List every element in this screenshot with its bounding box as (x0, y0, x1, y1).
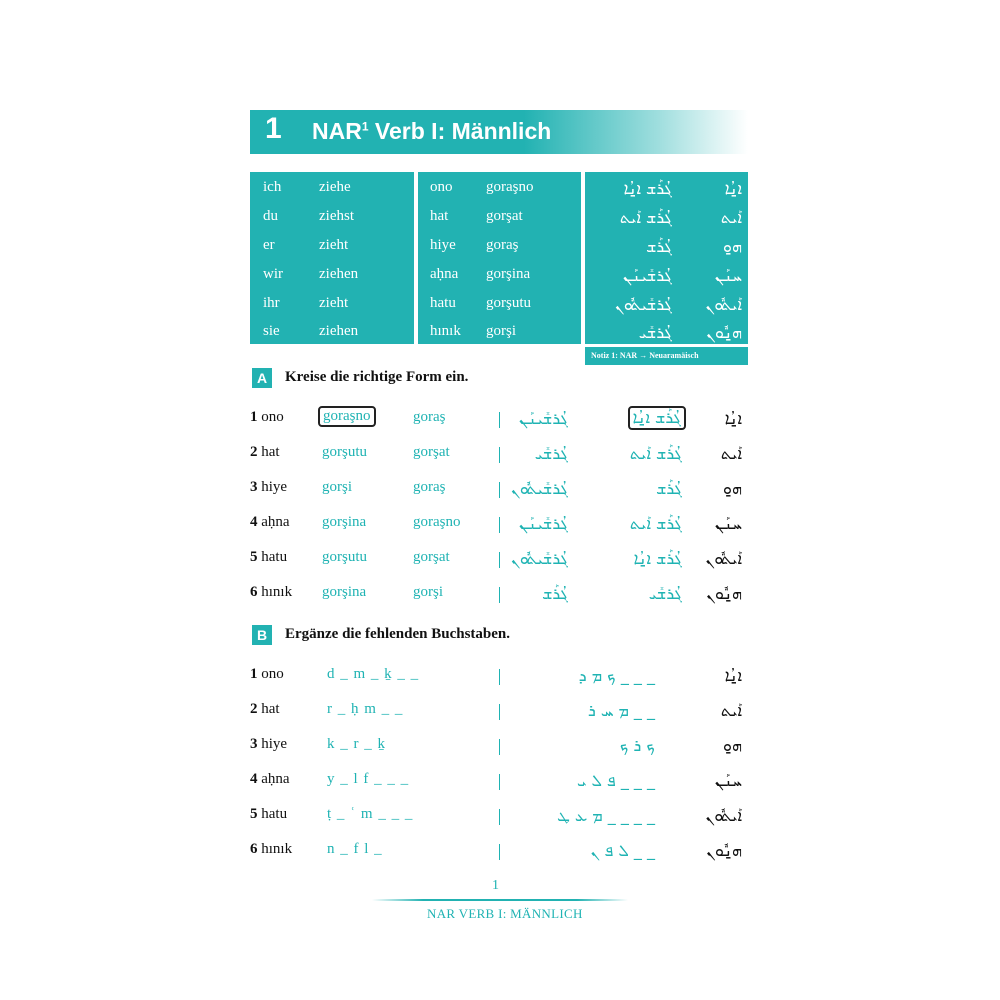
syriac-pronoun: ܗ̱ܢܽܘܢ (706, 841, 742, 860)
option-latin-2[interactable]: goraş (413, 409, 446, 425)
syriac-verb: ܓܳܪܫܺܝܢܰܢ (623, 266, 672, 285)
option-syriac-1[interactable]: ܓܳܪܫܺܝ (534, 444, 568, 463)
nar-pronoun: hatu (430, 295, 456, 311)
option-syriac-1[interactable]: ܓܳܪܫܺܝܬܽܘܢ (511, 549, 568, 568)
nar-pronoun: hiye (430, 237, 456, 253)
fill-in-syriac[interactable]: _ _ _ ܟ ܡ ܕ (578, 666, 655, 685)
german-verb: ziehe (319, 179, 351, 195)
nar-verb: goraş (486, 237, 519, 253)
exercise-row-label (250, 514, 290, 531)
fill-in-syriac[interactable]: _ _ ܡ ܚ ܪ (587, 701, 655, 720)
row-pronoun: ono (261, 409, 284, 425)
option-latin-2[interactable]: gorşat (413, 549, 450, 565)
fill-in-latin[interactable]: ṭ _ ʿ m _ _ _ (327, 806, 414, 822)
row-number: 1 (250, 409, 258, 425)
syriac-verb: ܓܳܪܫܺܝ (638, 323, 672, 342)
fill-in-latin[interactable]: k _ r _ ḵ (327, 736, 386, 752)
syriac-pronoun: ܐܰܝܬܽܘܢ (705, 549, 742, 568)
syriac-pronoun: ܗ̱ܘ (723, 736, 742, 755)
divider (499, 552, 500, 568)
syriac-pronoun: ܚܢܰܢ (715, 771, 742, 790)
option-syriac-1[interactable]: ܓܳܪܫܺܝܬܽܘܢ (511, 479, 568, 498)
option-syriac-1[interactable]: ܓܳܪܰܫ (542, 584, 568, 603)
exercise-row-label (250, 701, 280, 718)
divider (499, 517, 500, 533)
exercise-row-label (250, 584, 292, 601)
syriac-pronoun: ܚܢܰܢ (715, 266, 742, 285)
exercise-row-label (250, 736, 287, 753)
row-number: 6 (250, 841, 258, 857)
exercise-row-label (250, 479, 287, 496)
chapter-number: 1 (265, 112, 282, 145)
syriac-pronoun: ܐ̱ܢܳܐ (724, 666, 742, 685)
row-number: 4 (250, 771, 258, 787)
row-number: 3 (250, 479, 258, 495)
syriac-verb: ܓܳܪܫܺܝܬܽܘܢ (615, 295, 672, 314)
option-latin-1[interactable]: gorşutu (322, 444, 367, 460)
nar-pronoun: aḥna (430, 266, 459, 282)
option-syriac-2[interactable]: ܓܳܪܰܫ ܐܰܝܬ (629, 444, 682, 463)
divider (499, 587, 500, 603)
nar-pronoun: hat (430, 208, 449, 224)
fill-in-latin[interactable]: r _ ḥ m _ _ (327, 701, 404, 717)
option-syriac-2[interactable]: ܓܳܪܰܫ ܐ̱ܢܳܐ (633, 549, 682, 568)
option-syriac-2[interactable]: ܓܳܪܫܺܝ (648, 584, 682, 603)
section-a-badge: A (252, 368, 272, 388)
syriac-verb: ܓܳܪܰܫ (646, 237, 672, 256)
syriac-pronoun: ܐܰܝܬܽܘܢ (705, 295, 742, 314)
syriac-pronoun: ܗ̱ܢܽܘܢ (706, 584, 742, 603)
nar-verb: gorşina (486, 266, 531, 282)
german-verb: ziehst (319, 208, 354, 224)
section-b-badge: B (252, 625, 272, 645)
fill-in-syriac[interactable]: ܟ ܪ ܟ (619, 736, 655, 755)
syriac-pronoun: ܚܢܰܢ (715, 514, 742, 533)
nar-verb: gorşi (486, 323, 516, 339)
german-pronoun: er (263, 237, 275, 253)
syriac-verb: ܓܳܪܰܫ ܐܰܝܬ (619, 208, 672, 227)
german-pronoun: wir (263, 266, 283, 282)
nar-verb: gorşat (486, 208, 523, 224)
syriac-pronoun: ܐܰܝܬ (720, 701, 742, 720)
row-number: 5 (250, 806, 258, 822)
german-pronoun: ihr (263, 295, 280, 311)
german-pronoun: du (263, 208, 278, 224)
divider (499, 844, 500, 860)
divider (499, 669, 500, 685)
option-latin-2[interactable]: goraş (413, 479, 446, 495)
option-latin-2[interactable]: gorşi (413, 584, 443, 600)
syriac-pronoun: ܐܰܝܬ (720, 208, 742, 227)
row-number: 1 (250, 666, 258, 682)
divider (499, 739, 500, 755)
fill-in-latin[interactable]: d _ m _ ḵ _ _ (327, 666, 420, 682)
option-latin-1[interactable]: gorşi (322, 479, 352, 495)
exercise-row-label (250, 666, 284, 683)
exercise-row-label (250, 549, 287, 566)
row-number: 6 (250, 584, 258, 600)
german-verb: zieht (319, 237, 349, 253)
option-latin-1[interactable]: gorşina (322, 514, 367, 530)
german-verb: zieht (319, 295, 349, 311)
fill-in-syriac[interactable]: _ _ _ ܦ ܠ ܝ (577, 771, 655, 790)
row-pronoun: hat (261, 701, 280, 717)
row-number: 5 (250, 549, 258, 565)
syriac-verb: ܓܳܪܰܫ ܐ̱ܢܳܐ (623, 179, 672, 198)
german-table (250, 172, 414, 344)
footer-divider (372, 899, 628, 901)
exercise-row-label (250, 841, 292, 858)
exercise-row-label (250, 771, 290, 788)
row-pronoun: aḥna (261, 771, 290, 787)
option-syriac-1[interactable]: ܓܳܪܫܺܝܢܰܢ (519, 409, 568, 428)
divider (499, 447, 500, 463)
section-a-title: Kreise die richtige Form ein. (285, 369, 469, 385)
german-pronoun: sie (263, 323, 280, 339)
option-syriac-2[interactable]: ܓܳܪܰܫ ܐܰܝܬ (629, 514, 682, 533)
row-number: 2 (250, 701, 258, 717)
fill-in-syriac[interactable]: _ _ _ _ ܡ ܥ ܛ (557, 806, 655, 825)
footer-title: NAR VERB I: MÄNNLICH (427, 906, 583, 921)
divider (499, 809, 500, 825)
divider (499, 482, 500, 498)
option-syriac-1[interactable]: ܓܳܪܫܺܝܢܰܢ (519, 514, 568, 533)
nar-verb: gorşutu (486, 295, 531, 311)
syriac-pronoun: ܐ̱ܢܳܐ (724, 409, 742, 428)
section-b-title: Ergänze die fehlenden Buchstaben. (285, 626, 511, 642)
syriac-pronoun: ܐ̱ܢܳܐ (724, 179, 742, 198)
row-pronoun: aḥna (261, 514, 290, 530)
syriac-pronoun: ܗ̱ܘ (723, 479, 742, 498)
nar-table (418, 172, 581, 344)
row-pronoun: hatu (261, 806, 288, 822)
row-pronoun: hat (261, 444, 280, 460)
german-pronoun: ich (263, 179, 282, 195)
divider (499, 774, 500, 790)
exercise-row-label (250, 409, 284, 426)
nar-verb: goraşno (486, 179, 534, 195)
row-pronoun: hiye (261, 479, 288, 495)
option-latin-1[interactable]: gorşutu (322, 549, 367, 565)
row-pronoun: hatu (261, 549, 288, 565)
exercise-row-label (250, 806, 287, 823)
option-latin-1[interactable]: goraşno (318, 406, 376, 427)
row-number: 4 (250, 514, 258, 530)
nar-pronoun: hınık (430, 323, 461, 339)
syriac-pronoun: ܐܰܝܬ (720, 444, 742, 463)
fill-in-latin[interactable]: n _ f l _ (327, 841, 383, 857)
nar-pronoun: ono (430, 179, 453, 195)
option-latin-2[interactable]: gorşat (413, 444, 450, 460)
option-syriac-2[interactable]: ܓܳܪܰܫ (656, 479, 682, 498)
chapter-title: NAR$^1$ Verb I: Männlich (312, 118, 552, 144)
option-latin-1[interactable]: gorşina (322, 584, 367, 600)
german-verb: ziehen (319, 323, 359, 339)
row-pronoun: hiye (261, 736, 288, 752)
divider (499, 704, 500, 720)
row-pronoun: hınık (261, 584, 293, 600)
row-number: 2 (250, 444, 258, 460)
row-pronoun: ono (261, 666, 284, 682)
exercise-row-label (250, 444, 280, 461)
syriac-pronoun: ܐܰܝܬܽܘܢ (705, 806, 742, 825)
fill-in-syriac[interactable]: _ _ ܠ ܦ ܢ (590, 841, 655, 860)
fill-in-latin[interactable]: y _ l f _ _ _ (327, 771, 410, 787)
option-latin-2[interactable]: goraşno (413, 514, 461, 530)
divider (499, 412, 500, 428)
footnote: Notiz 1: NAR → Neuaramäisch (585, 347, 748, 365)
row-number: 3 (250, 736, 258, 752)
row-pronoun: hınık (261, 841, 293, 857)
german-verb: ziehen (319, 266, 359, 282)
syriac-pronoun: ܗ̱ܢܽܘܢ (706, 323, 742, 342)
option-syriac-2[interactable]: ܓܳܪܰܫ ܐ̱ܢܳܐ (628, 406, 686, 430)
page-number: 1 (492, 878, 499, 893)
syriac-pronoun: ܗ̱ܘ (723, 237, 742, 256)
